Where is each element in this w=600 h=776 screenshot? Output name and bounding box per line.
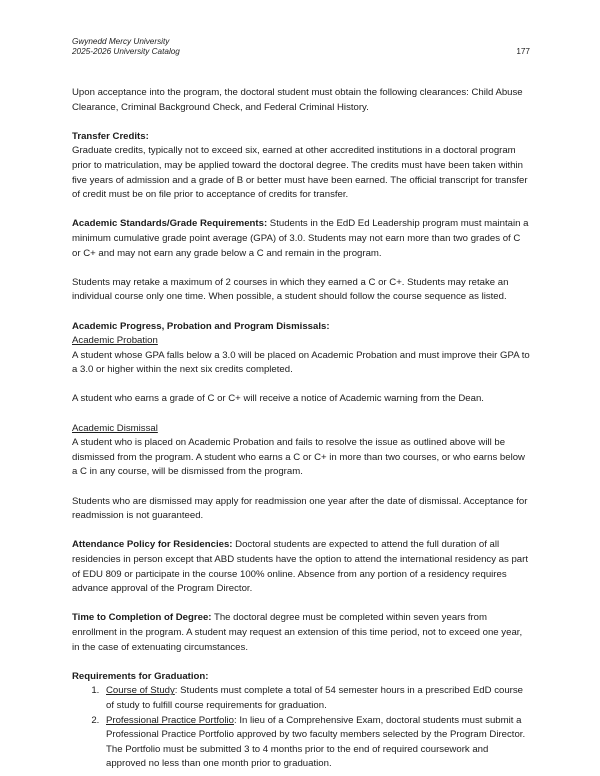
transfer-credits-section xyxy=(72,130,530,203)
academic-dismissal-title: Academic Dismissal xyxy=(72,422,158,434)
academic-standards-text: Students in the EdD Ed Leadership program must maintain a minimum cumulative grade point average (GPA) of 3.0. Students may not earn more than two grades of C or C+ and may not earn any grade below a C and remain in the program. xyxy=(72,218,529,259)
academic-probation-title: Academic Probation xyxy=(72,335,158,347)
academic-dismissal-text: A student who is placed on Academic Probation and fails to resolve the issue as outlined above will be dismissed from the program. A student who earns a C or C+ in more than two courses, or who earns below a C in any course, will be dismissed from the program. xyxy=(72,437,525,478)
retake-policy-paragraph: Students may retake a maximum of 2 courses in which they earned a C or C+. Students may retake an individual course only one time. When possible, a student should follow the course sequence as listed. xyxy=(72,276,509,303)
list-item xyxy=(102,684,530,713)
academic-standards-paragraph xyxy=(72,217,530,261)
academic-progress-heading: Academic Progress, Probation and Program Dismissals: xyxy=(72,320,330,332)
portfolio-text: : In lieu of a Comprehensive Exam, doctoral students must submit a Professional Practice Portfolio approved by two faculty members selected by the Program Director. The Portfolio must be submitted 3 to 4 months prior to the end of required coursework and approved no less than one month prior to graduation. xyxy=(106,714,526,770)
attendance-policy-paragraph xyxy=(72,538,530,596)
time-to-completion-paragraph xyxy=(72,611,530,655)
transfer-credits-heading: Transfer Credits: xyxy=(72,130,149,142)
graduation-requirements-heading: Requirements for Graduation: xyxy=(72,670,209,682)
graduation-requirements-list xyxy=(72,684,530,772)
academic-probation-text: A student whose GPA falls below a 3.0 will be placed on Academic Probation and must improve their GPA to a 3.0 or higher within the next six credits completed. xyxy=(72,349,530,376)
course-of-study-title: Course of Study xyxy=(106,685,175,697)
course-of-study-text: : Students must complete a total of 54 semester hours in a prescribed EdD course of study to fulfill course requirements for graduation. xyxy=(106,685,524,711)
attendance-policy-text: Doctoral students are expected to attend the full duration of all residencies in person except that ABD students have the option to attend the international residency as part of EDU 809 or participate in the course 100% online. Absence from any portion of a residency requires advance approval of the Program Director. xyxy=(72,539,528,595)
academic-warning-text: A student who earns a grade of C or C+ will receive a notice of Academic warning from the Dean. xyxy=(72,393,484,405)
page-content xyxy=(72,86,530,772)
page-number: 177 xyxy=(516,47,530,56)
attendance-policy-heading: Attendance Policy for Residencies: xyxy=(72,539,233,551)
portfolio-title: Professional Practice Portfolio xyxy=(106,714,234,726)
transfer-credits-text: Graduate credits, typically not to exceed six, earned at other accredited institutions in a doctoral program prior to matriculation, may be applied toward the doctoral degree. The credits must have been taken within five years of admission and a grade of B or better must have been earned. The official transcript for transfer of credit must be on file prior to acceptance of credits for transfer. xyxy=(72,145,528,201)
clearances-paragraph: Upon acceptance into the program, the doctoral student must obtain the following clearances: Child Abuse Clearance, Criminal Background Check, and Federal Criminal History. xyxy=(72,87,523,113)
readmission-text: Students who are dismissed may apply for readmission one year after the date of dismissal. Acceptance for readmission is not guaranteed. xyxy=(72,495,528,522)
catalog-title: 2025-2026 University Catalog xyxy=(72,47,180,56)
academic-standards-heading: Academic Standards/Grade Requirements: xyxy=(72,218,268,230)
graduation-requirements-section xyxy=(72,670,530,772)
time-to-completion-heading: Time to Completion of Degree: xyxy=(72,612,212,624)
page-header xyxy=(72,37,530,57)
list-item xyxy=(102,714,530,772)
university-name: Gwynedd Mercy University xyxy=(72,37,170,46)
academic-progress-section xyxy=(72,320,530,524)
time-to-completion-text: The doctoral degree must be completed within seven years from enrollment in the program. A student may request an extension of this time period, not to exceed one year, in the case of extenuating circumstances. xyxy=(72,612,523,653)
